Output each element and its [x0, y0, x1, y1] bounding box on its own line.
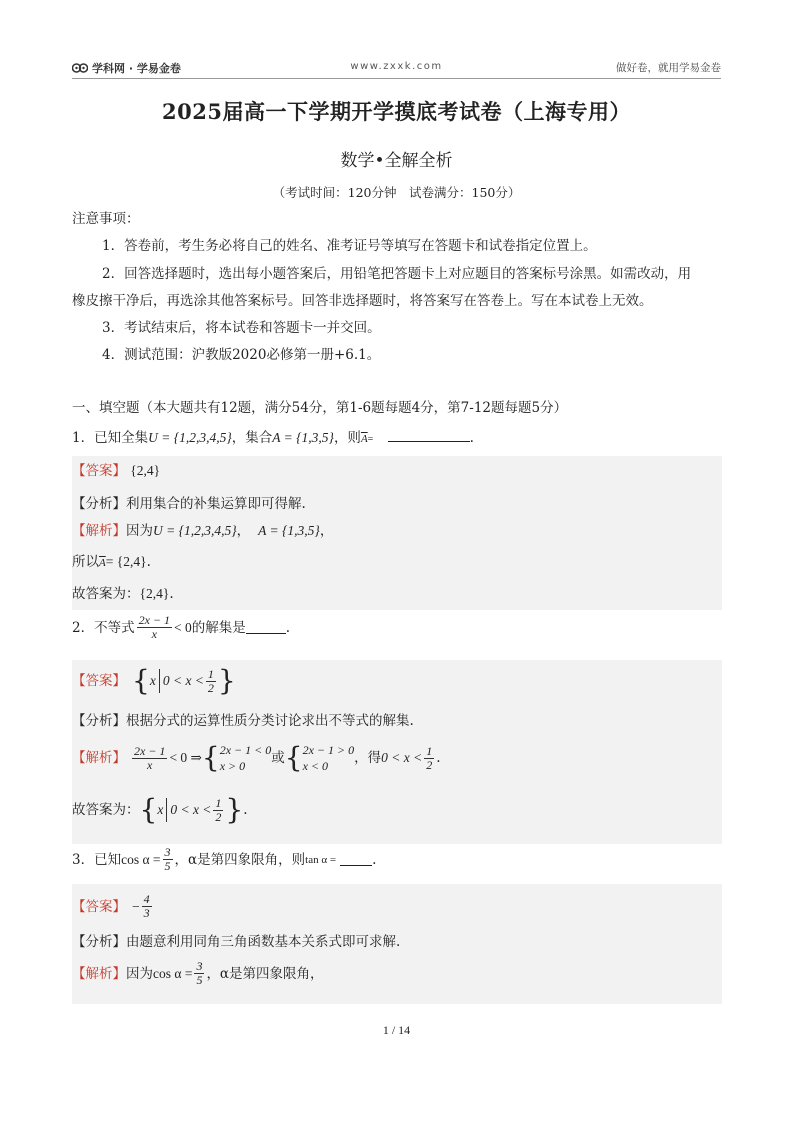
q2-stem: 2．不等式 $\frac{2x - 1}{x}$ < 0 的解集是 . — [72, 613, 291, 641]
logo-text: 学科网 · 学易金卷 — [92, 62, 181, 75]
header-slogan: 做好卷，就用学易金卷 — [616, 62, 721, 74]
q1-so: 所以$\overline{A}= \{2,4\}$. — [72, 554, 151, 570]
page-subtitle: 数学•全解全析 — [340, 151, 453, 171]
q2-answer: 【答案】 { x 0 < x < $\frac{1}{2}$ } — [72, 664, 236, 697]
note-item-3: 3．考试结束后，将本试卷和答题卡一并交回。 — [102, 320, 381, 336]
page-title: 2025届高一下学期开学摸底考试卷（上海专用） — [162, 99, 631, 124]
q1-final: 故答案为：{2,4}. — [72, 586, 174, 602]
note-item-2a: 2．回答选择题时，选出每小题答案后，用铅笔把答题卡上对应题目的答案标号涂黑。如需改动，用 — [102, 266, 692, 282]
q3-answer-blank[interactable] — [340, 853, 372, 866]
q3-analysis: 【分析】由题意利用同角三角函数基本关系式即可求解. — [72, 934, 401, 950]
q2-answer-blank[interactable] — [246, 621, 286, 634]
q2-final: 故答案为： { x 0 < x < $\frac{1}{2}$ } . — [72, 793, 248, 826]
section-heading: 一、填空题（本大题共有12题，满分54分，第1-6题每题4分，第7-12题每题5分） — [72, 400, 568, 416]
q1-answer-blank[interactable] — [388, 429, 470, 442]
q1-answer: 【答案】 {2,4} — [72, 463, 161, 479]
q1-stem: 1．已知全集U = {1,2,3,4,5}，集合A = {1,3,5}，则$\overline{A}=$ . — [72, 430, 474, 446]
q2-solution: 【解析】 $\frac{2x - 1}{x}$ < 0 ⇒ { 2x − 1 < 0 x > 0 或 { 2x − 1 > 0 x < 0 ，得 0 < x < $\frac{1}{2}$ . — [72, 741, 441, 774]
page-number: 1 / 14 — [382, 1023, 411, 1037]
note-item-4: 4．测试范围：沪教版2020必修第一册+6.1。 — [102, 347, 381, 363]
notes-heading: 注意事项： — [72, 211, 140, 227]
header-url[interactable]: www.zxxk.com — [350, 61, 443, 72]
q3-stem: 3．已知 cos α = $\frac{3}{5}$ ，α是第四象限角，则 tan α = . — [72, 845, 377, 873]
q1-analysis: 【分析】利用集合的补集运算即可得解. — [72, 496, 306, 512]
note-item-1: 1．答卷前，考生务必将自己的姓名、准考证号等填写在答题卡和试卷指定位置上。 — [102, 238, 597, 254]
q3-answer: 【答案】 − $\frac{4}{3}$ — [72, 892, 150, 920]
note-item-2b: 橡皮擦干净后，再选涂其他答案标号。回答非选择题时，将答案写在答卷上。写在本试卷上无效。 — [72, 293, 653, 309]
q1-solution: 【解析】因为U = {1,2,3,4,5}， A = {1,3,5}， — [72, 523, 334, 539]
q3-solution: 【解析】 因为 cos α = $\frac{3}{5}$ ，α是第四象限角， — [72, 959, 324, 987]
q2-analysis: 【分析】根据分式的运算性质分类讨论求出不等式的解集. — [72, 713, 414, 729]
q2-fraction: $\frac{2x - 1}{x}$ — [138, 613, 171, 641]
header-divider — [72, 78, 721, 79]
exam-info: （考试时间：120分钟 试卷满分：150分） — [272, 185, 521, 200]
